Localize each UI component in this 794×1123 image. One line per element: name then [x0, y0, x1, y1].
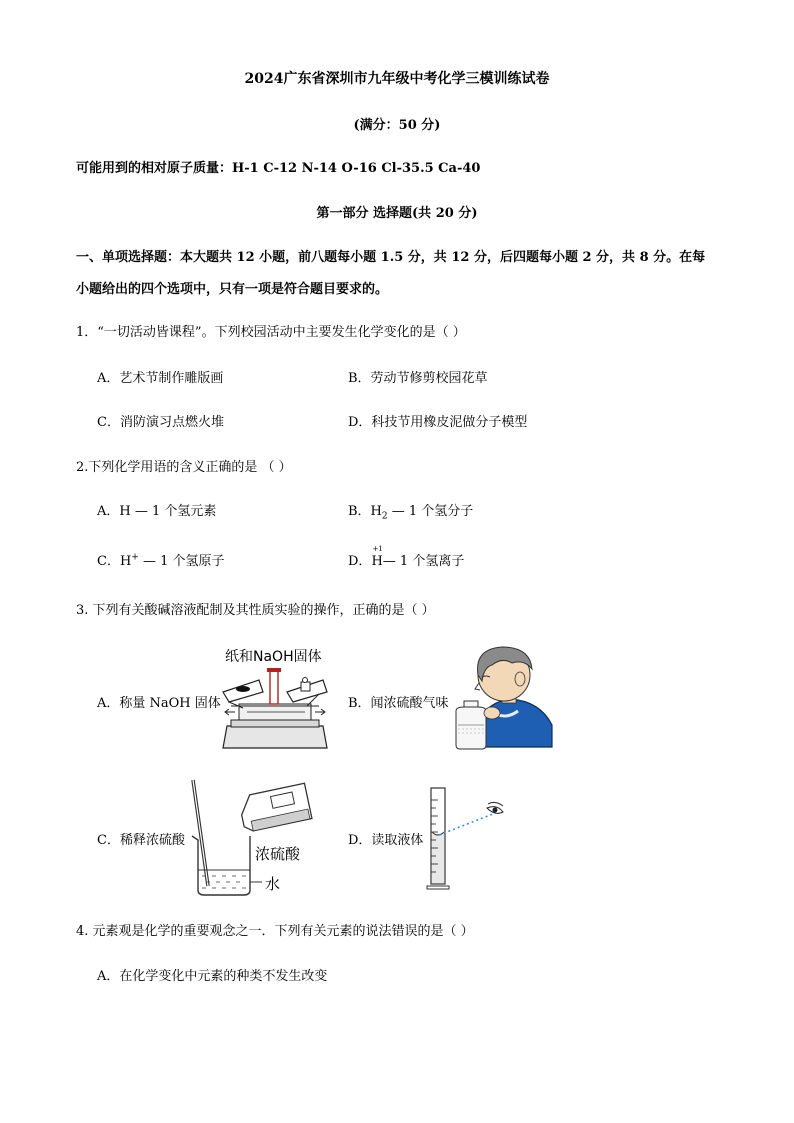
fig-c-water-label: 水: [265, 875, 281, 893]
q2-option-c: C．H+ — 1 个氢原子: [97, 552, 225, 569]
question-3-stem: 3. 下列有关酸碱溶液配制及其性质实验的操作，正确的是（ ）: [76, 603, 435, 618]
q3-option-a: A．称量 NaOH 固体: [97, 696, 221, 711]
q2-option-d: D． +1 H— 1 个氢离子: [348, 545, 465, 569]
q1-option-b: B．劳动节修剪校园花草: [348, 371, 488, 386]
instruction-line-1: 一、单项选择题：本大题共 12 小题，前八题每小题 1.5 分，共 12 分，后四题每小题 2 分，共 8 分。在每: [76, 250, 706, 265]
q2-option-b: B．$H_2$ — 1 个氢分子: [348, 504, 474, 522]
full-score: (满分：50 分): [353, 118, 441, 133]
q3-option-d: D．读取液体: [348, 833, 424, 848]
fig-c-acid-label: 浓硫酸: [255, 845, 301, 863]
section-title: 第一部分 选择题(共 20 分): [316, 206, 478, 221]
balance-figure: [215, 664, 335, 750]
question-1-stem: 1．“一切活动皆课程”。下列校园活动中主要发生化学变化的是（ ）: [76, 325, 466, 340]
question-4-stem: 4. 元素观是化学的重要观念之一．下列有关元素的说法错误的是（ ）: [76, 924, 474, 939]
q1-option-a: A．艺术节制作雕版画: [97, 371, 224, 386]
atomic-masses: 可能用到的相对原子质量：H-1 C-12 N-14 O-16 Cl-35.5 Ca-40: [76, 161, 481, 176]
exam-title: 2024广东省深圳市九年级中考化学三模训练试卷: [244, 71, 550, 87]
smelling-acid-figure: [452, 641, 556, 751]
instruction-line-2: 小题给出的四个选项中，只有一项是符合题目要求的。: [76, 282, 389, 297]
question-2-stem: 2.下列化学用语的含义正确的是 （ ）: [76, 460, 292, 475]
diluting-acid-figure: [190, 778, 320, 898]
q3-option-c: C．稀释浓硫酸: [97, 833, 185, 848]
reading-cylinder-figure: [425, 786, 511, 890]
fig-a-label: 纸和NaOH固体: [225, 649, 322, 665]
q1-option-c: C．消防演习点燃火堆: [97, 415, 224, 430]
q4-option-a: A．在化学变化中元素的种类不发生改变: [97, 969, 328, 984]
q3-option-b: B．闻浓硫酸气味: [348, 696, 449, 711]
q2-option-a: A．H — 1 个氢元素: [97, 504, 217, 519]
q1-option-d: D．科技节用橡皮泥做分子模型: [348, 415, 528, 430]
